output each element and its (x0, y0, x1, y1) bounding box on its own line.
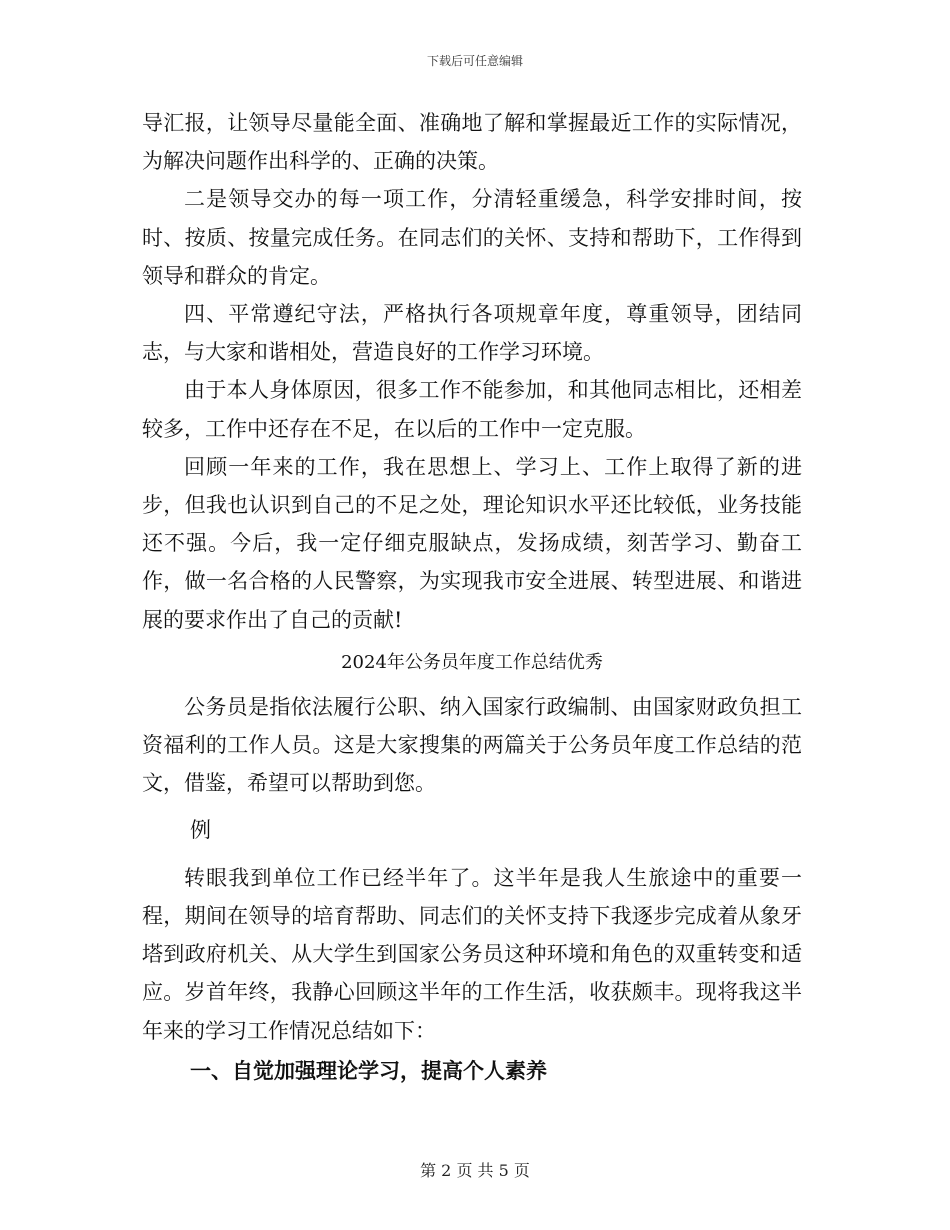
paragraph-continuation: 导汇报，让领导尽量能全面、准确地了解和掌握最近工作的实际情况，为解决问题作出科学的、正确的决策。 (142, 111, 802, 174)
paragraph-discipline: 四、平常遵纪守法，严格执行各项规章年度，尊重领导，团结同志，与大家和谐相处，营造良好的工作学习环境。 (142, 302, 802, 365)
example-label: 例 (190, 817, 211, 842)
paragraph-shortcomings: 由于本人身体原因，很多工作不能参加，和其他同志相比，还相差较多，工作中还存在不足，在以后的工作中一定克服。 (142, 378, 802, 441)
paragraph-task-handling: 二是领导交办的每一项工作，分清轻重缓急，科学安排时间，按时、按质、按量完成任务。在同志们的关怀、支持和帮助下，工作得到领导和群众的肯定。 (142, 187, 802, 288)
paragraph-review: 回顾一年来的工作，我在思想上、学习上、工作上取得了新的进步，但我也认识到自己的不足之处，理论知识水平还比较低，业务技能还不强。今后，我一定仔细克服缺点，发扬成绩，刻苦学习、勤奋工作，做一名合格的人民警察，为实现我市安全进展、转型进展、和谐进展的要求作出了自己的贡献! (142, 454, 802, 632)
page-footer: 第 2 页 共 5 页 (420, 1161, 530, 1180)
section-heading: 一、自觉加强理论学习，提高个人素养 (190, 1057, 547, 1083)
article-title: 2024年公务员年度工作总结优秀 (341, 651, 603, 673)
document-body (142, 104, 802, 1090)
paragraph-intro: 公务员是指依法履行公职、纳入国家行政编制、由国家财政负担工资福利的工作人员。这是大家搜集的两篇关于公务员年度工作总结的范文，借鉴，希望可以帮助到您。 (142, 695, 802, 796)
page-header: 下载后可任意编辑 (426, 54, 523, 68)
paragraph-half-year: 转眼我到单位工作已经半年了。这半年是我人生旅途中的重要一程，期间在领导的培育帮助、同志们的关怀支持下我逐步完成着从象牙塔到政府机关、从大学生到国家公务员这种环境和角色的双重转变和适应。岁首年终，我静心回顾这半年的工作生活，收获颇丰。现将我这半年来的学习工作情况总结如下： (142, 865, 802, 1043)
